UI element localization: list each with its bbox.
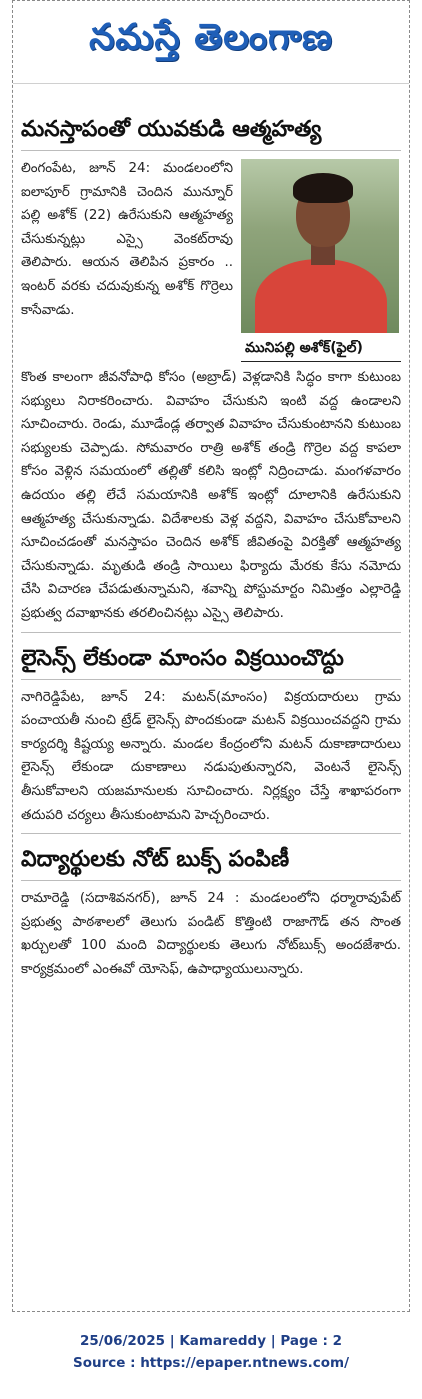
article-2-body: నాగిరెడ్డిపేట, జూన్ 24: మటన్(మాంసం) విక్రయదారులు గ్రామ పంచాయతీ నుంచి ట్రేడ్ లైసెన్స్ పొందకుండా మటన్ విక్రయించవద్దని గ్రామ కార్యదర్శి కిష్టయ్య అన్నారు. మండల కేంద్రంలోని మటన్ దుకాణాదారులు లైసెన్స్ లేకుండా దుకాణాలు నడుపుతున్నారని, వెంటనే లైసెన్స్ తీసుకోవాలని యజమానులకు సూచించారు. నిర్లక్ష్యం చేస్తే శాఖాపరంగా తదుపరి చర్యలు తీసుకుంటామని హెచ్చరించారు. bbox=[21, 689, 401, 823]
newspaper-clipping bbox=[12, 0, 410, 1312]
footer-source: Source : https://epaper.ntnews.com/ bbox=[72, 1355, 350, 1371]
article-1-lead-text: లింగంపేట, జూన్ 24: మండలంలోని ఐలాపూర్ గ్రామానికి చెందిన మున్నూర్ పల్లి అశోక్ (22) ఉరేసుకుని ఆత్మహత్య చేసుకున్నట్లు ఎస్సై వెంకట్‌రావు తెలిపారు. ఆయన తెలిపిన ప్రకారం .. ఇంటర్ వరకు చదువుకున్న అశోక్ గొర్రెలు కాసేవాడు. bbox=[21, 161, 233, 318]
footer-date-edition: 25/06/2025 | Kamareddy | Page : 2 bbox=[79, 1333, 342, 1349]
photo-caption: మునిపల్లి అశోక్(ఫైల్) bbox=[241, 333, 401, 362]
divider bbox=[21, 632, 401, 633]
article-1-lead bbox=[13, 157, 409, 366]
divider bbox=[21, 833, 401, 834]
portrait-photo bbox=[241, 159, 399, 333]
article-2-headline: లైసెన్స్ లేకుండా మాంసం విక్రయించొద్దు bbox=[21, 645, 344, 671]
article-1-headline: మనస్తాపంతో యువకుడి ఆత్మహత్య bbox=[21, 117, 322, 142]
article-1-body: కొంత కాలంగా జీవనోపాధి కోసం (అబ్రాడ్) వెళ్లడానికి సిద్ధం కాగా కుటుంబ సభ్యులు నిరాకరించారు. వివాహం చేసుకుని ఇంటి వద్ద ఉండాలని సూచించారు. రెండు, మూడేండ్ల తర్వాత వివాహం చేసుకుంటానని కుటుంబ సభ్యులకు చెప్పాడు. సోమవారం రాత్రి అశోక్ తండ్రి గొర్రెల వద్ద కాపలా కోసం వెళ్లిన సమయంలో తల్లితో కలిసి ఇంట్లో నిద్రించాడు. మంగళవారం ఉదయం తల్లి లేచే సమయానికి అశోక్ ఇంట్లో దూలానికి ఉరేసుకుని ఆత్మహత్య చేసుకున్నాడు. విదేశాలకు వెళ్ల వద్దని, వివాహం చేసుకోవాలని సూచించడంతో మనస్తాపం చెందిన అశోక్ జీవితంపై విరక్తితో ఆత్మహత్య చేసుకున్నాడు. మృతుడి తండ్రి సాయిలు ఫిర్యాదు మేరకు కేసు నమోదు చేసి విచారణ చేపడుతున్నామని, శవాన్ని పోస్టుమార్టం నిమిత్తం ఎల్లారెడ్డి ప్రభుత్వ దవాఖానకు తరలించినట్లు ఎస్సై తెలిపారు. bbox=[21, 370, 401, 621]
divider bbox=[21, 150, 401, 151]
masthead-title: నమస్తే తెలంగాణ bbox=[89, 17, 333, 58]
masthead bbox=[13, 1, 409, 84]
article-3-body: రామారెడ్డి (సదాశివనగర్), జూన్ 24 : మండలంలోని ధర్మారావుపేట్ ప్రభుత్వ పాఠశాలలో తెలుగు పండిట్ కొత్తింటి రాజాగౌడ్ తన సొంత ఖర్చులతో 100 మంది విద్యార్థులకు తెలుగు నోట్‌బుక్స్ అందజేశారు. కార్యక్రమంలో ఎంఈవో యోసెఫ్, ఉపాధ్యాయులున్నారు. bbox=[21, 891, 401, 977]
divider bbox=[21, 679, 401, 680]
divider bbox=[21, 880, 401, 881]
article-3-headline: విద్యార్థులకు నోట్ బుక్స్ పంపిణీ bbox=[21, 847, 290, 873]
article-1-photo-box bbox=[241, 159, 401, 362]
source-footer bbox=[0, 1330, 422, 1374]
